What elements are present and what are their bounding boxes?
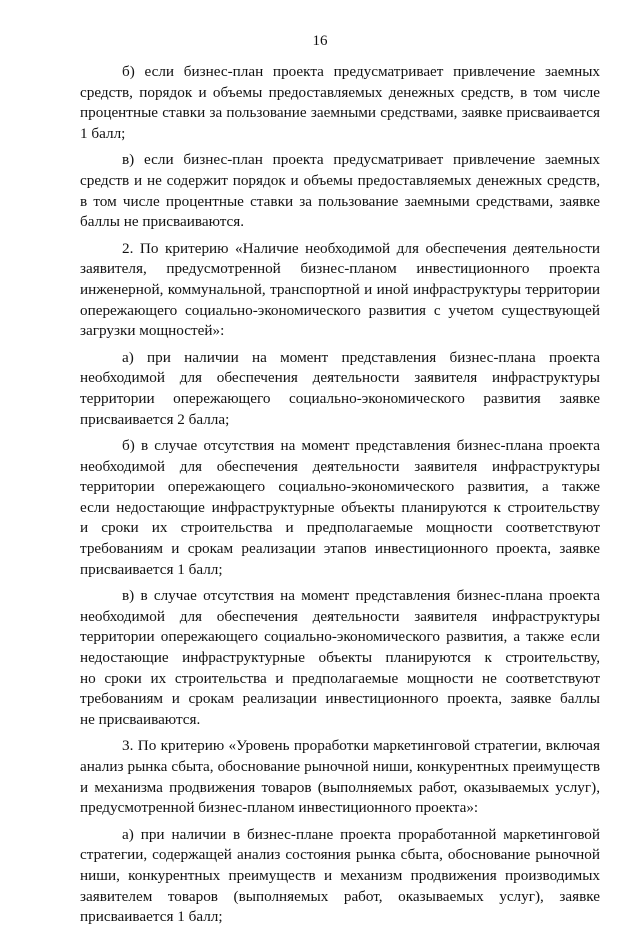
text-line: недостающие инфраструктурные объекты планируются к строительству, [80, 649, 600, 667]
text-line: анализ рынка сбыта, обоснование рыночной ниши, конкурентных преимуществ [80, 758, 600, 775]
text-line: но сроки их строительства и предполагаемые мощности не соответствуют [80, 669, 600, 687]
text-line: присваивается 1 балл; [80, 908, 223, 926]
text-line: требованиям и срокам реализации этапов инвестиционного проекта, заявке [80, 540, 600, 558]
text-line: загрузки мощностей»: [80, 322, 225, 340]
text-line: территории опережающего социально-экономического развития, а также если [80, 628, 600, 646]
text-line: предусмотренной бизнес-планом инвестиционного проекта»: [80, 799, 479, 817]
text-line: инженерной, коммунальной, транспортной и иной инфраструктуры территории [80, 280, 600, 298]
text-line: и механизма продвижения товаров (выполняемых работ, оказываемых услуг), [80, 778, 600, 796]
text-line: заявителем товаров (выполняемых работ, оказываемых услуг), заявке [80, 887, 600, 905]
text-line: присваивается 1 балл; [80, 560, 223, 578]
text-line: в) в случае отсутствия на момент представления бизнес-плана проекта [122, 587, 600, 605]
text-line: требованиям и срокам реализации инвестиционного проекта, заявке баллы [80, 690, 600, 708]
text-line: б) в случае отсутствия на момент представления бизнес-плана проекта [122, 437, 600, 455]
text-line: не присваиваются. [80, 710, 201, 728]
text-line: заявителя, предусмотренной бизнес-планом инвестиционного проекта [80, 260, 600, 278]
text-line: процентные ставки за пользование заемными средствами, заявке присваивается [80, 104, 600, 122]
text-line: а) при наличии в бизнес-плане проекта проработанной маркетинговой [122, 825, 600, 843]
text-line: опережающего социально-экономического развития с учетом существующей [80, 301, 600, 319]
text-line: в) если бизнес-план проекта предусматривает привлечение заемных [122, 151, 600, 169]
paragraph-p1 [80, 62, 600, 144]
text-line: территории опережающего социально-экономического развития, а также [80, 478, 600, 496]
text-line: территории опережающего социально-экономического развития заявке [80, 389, 600, 407]
text-line: 2. По критерию «Наличие необходимой для обеспечения деятельности [122, 239, 600, 257]
text-line: средств, порядок и объемы предоставляемых денежных средств, в том числе [80, 83, 600, 101]
text-line: 3. По критерию «Уровень проработки маркетинговой стратегии, включая [122, 737, 600, 755]
text-line: 1 балл; [80, 124, 126, 142]
text-line: и сроки их строительства и предполагаемые мощности соответствуют [80, 519, 600, 537]
page-number: 16 [312, 33, 328, 49]
text-line: б) если бизнес-план проекта предусматривает привлечение заемных [122, 63, 600, 80]
text-line: а) при наличии на момент представления бизнес-плана проекта [122, 348, 600, 366]
text-line: присваивается 2 балла; [80, 410, 230, 428]
paragraph-p2 [80, 150, 600, 232]
text-line: необходимой для обеспечения деятельности заявителя инфраструктуры [80, 369, 600, 387]
paragraph-p7 [80, 736, 600, 818]
paragraph-p8 [80, 825, 600, 928]
paragraph-p4 [80, 348, 600, 430]
text-line: ниши, конкурентных преимуществ и механизм продвижения производимых [80, 866, 600, 884]
text-line: в том числе процентные ставки за пользование заемными средствами, заявке [80, 192, 600, 210]
text-line: стратегии, содержащей анализ состояния рынка сбыта, обоснование рыночной [80, 846, 600, 864]
text-line: если недостающие инфраструктурные объекты планируются к строительству [80, 498, 600, 516]
text-line: баллы не присваиваются. [80, 213, 245, 231]
paragraph-p5 [80, 436, 600, 580]
text-line: необходимой для обеспечения деятельности заявителя инфраструктуры [80, 457, 600, 475]
paragraph-p3 [80, 239, 600, 342]
document-body [80, 62, 600, 928]
paragraph-p6 [80, 586, 600, 730]
text-line: средств и не содержит порядок и объемы предоставляемых денежных средств, [80, 171, 600, 189]
text-line: необходимой для обеспечения деятельности заявителя инфраструктуры [80, 607, 600, 625]
